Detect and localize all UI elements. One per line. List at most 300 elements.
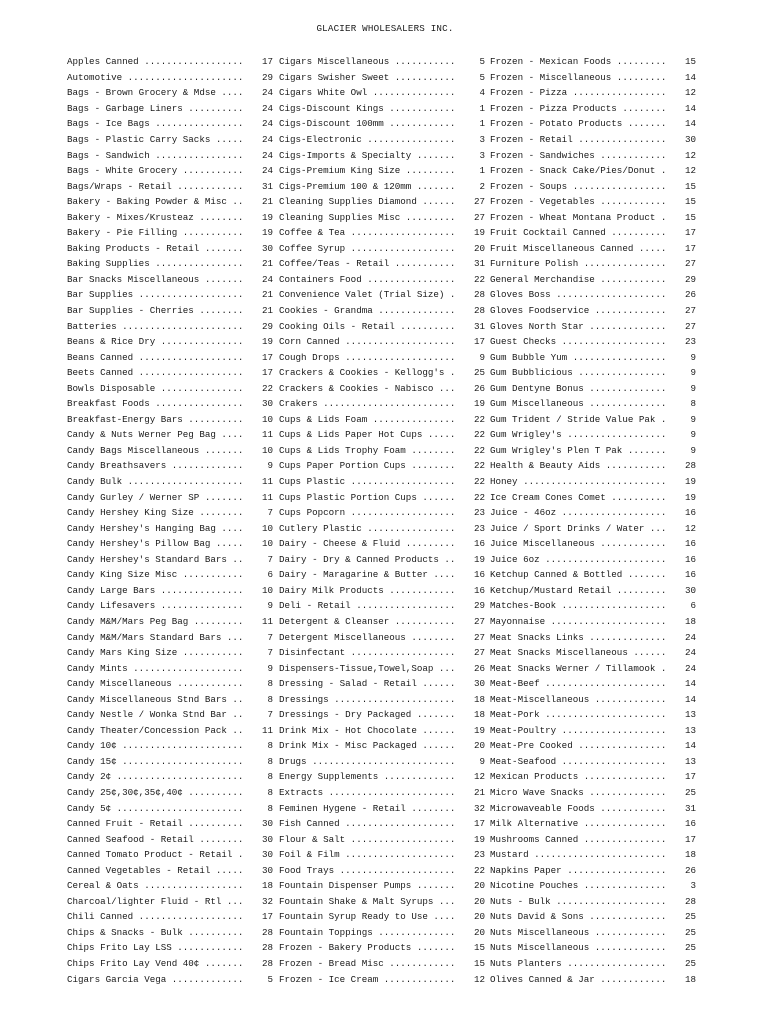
- entry-label: Extracts .......................: [279, 786, 456, 798]
- entry-label: Cups & Lids Trophy Foam ........: [279, 444, 456, 456]
- index-entry: [67, 303, 273, 319]
- entry-page-number: 9: [690, 413, 696, 425]
- entry-page-number: 14: [684, 693, 696, 705]
- entry-page-number: 28: [684, 460, 696, 472]
- entry-page-number: 3: [690, 880, 696, 892]
- entry-page-number: 32: [261, 895, 273, 907]
- entry-label: Bags - Garbage Liners ..........: [67, 102, 244, 114]
- entry-page-number: 29: [261, 320, 273, 332]
- entry-page-number: 16: [473, 538, 485, 550]
- entry-label: Drink Mix - Hot Chocolate ......: [279, 724, 456, 736]
- entry-label: Baking Products - Retail .......: [67, 242, 244, 254]
- index-entry: [67, 520, 273, 536]
- entry-page-number: 19: [261, 336, 273, 348]
- entry-page-number: 19: [684, 476, 696, 488]
- entry-page-number: 28: [261, 926, 273, 938]
- entry-page-number: 17: [684, 833, 696, 845]
- entry-label: Cough Drops ....................: [279, 351, 456, 363]
- index-entry: [67, 645, 273, 661]
- index-entry: [279, 769, 485, 785]
- index-entry: [279, 785, 485, 801]
- index-entry: [490, 334, 696, 350]
- entry-label: Ice Cream Cones Comet ..........: [490, 491, 667, 503]
- entry-page-number: 22: [473, 444, 485, 456]
- entry-page-number: 15: [473, 957, 485, 969]
- entry-label: Juice Miscellaneous ............: [490, 538, 667, 550]
- entry-label: Bar Supplies - Cherries ........: [67, 305, 244, 317]
- entry-page-number: 18: [684, 849, 696, 861]
- entry-page-number: 15: [684, 196, 696, 208]
- entry-page-number: 24: [261, 102, 273, 114]
- index-entry: [490, 707, 696, 723]
- index-entry: [279, 956, 485, 972]
- entry-label: Containers Food ................: [279, 273, 456, 285]
- entry-label: Disinfectant ...................: [279, 647, 456, 659]
- entry-label: Gum Wrigley's Plen T Pak .......: [490, 444, 667, 456]
- index-entry: [67, 536, 273, 552]
- entry-label: Dairy - Cheese & Fluid .........: [279, 538, 456, 550]
- entry-page-number: 21: [261, 196, 273, 208]
- index-entry: [67, 396, 273, 412]
- entry-label: Apples Canned ..................: [67, 56, 244, 68]
- entry-page-number: 1: [479, 102, 485, 114]
- index-entry: [490, 178, 696, 194]
- entry-page-number: 7: [267, 553, 273, 565]
- index-entry: [67, 505, 273, 521]
- entry-page-number: 18: [684, 615, 696, 627]
- index-entry: [279, 629, 485, 645]
- index-entry: [490, 303, 696, 319]
- entry-page-number: 31: [261, 180, 273, 192]
- index-entry: [67, 209, 273, 225]
- index-entry: [490, 536, 696, 552]
- entry-page-number: 30: [261, 398, 273, 410]
- index-entry: [490, 769, 696, 785]
- entry-label: Frozen - Snack Cake/Pies/Donut .: [490, 165, 667, 177]
- index-entry: [490, 505, 696, 521]
- index-entry: [279, 676, 485, 692]
- entry-page-number: 8: [267, 740, 273, 752]
- index-entry: [279, 567, 485, 583]
- entry-label: Convenience Valet (Trial Size) .: [279, 289, 456, 301]
- index-entry: [279, 707, 485, 723]
- index-entry: [279, 691, 485, 707]
- entry-label: Mayonnaise .....................: [490, 615, 667, 627]
- entry-page-number: 23: [473, 849, 485, 861]
- entry-page-number: 17: [684, 771, 696, 783]
- entry-page-number: 4: [479, 87, 485, 99]
- entry-label: Candy M&M/Mars Standard Bars ...: [67, 631, 244, 643]
- index-column-3: [490, 54, 696, 987]
- index-entry: [490, 194, 696, 210]
- entry-page-number: 26: [684, 864, 696, 876]
- entry-page-number: 7: [267, 507, 273, 519]
- entry-label: Health & Beauty Aids ...........: [490, 460, 667, 472]
- entry-page-number: 27: [684, 305, 696, 317]
- entry-page-number: 8: [267, 693, 273, 705]
- index-entry: [279, 132, 485, 148]
- entry-page-number: 27: [473, 211, 485, 223]
- entry-page-number: 29: [473, 600, 485, 612]
- index-entry: [490, 847, 696, 863]
- index-entry: [490, 318, 696, 334]
- entry-page-number: 27: [684, 320, 696, 332]
- entry-label: Canned Fruit - Retail ..........: [67, 818, 244, 830]
- index-entry: [490, 241, 696, 257]
- entry-label: Feminen Hygene - Retail ........: [279, 802, 456, 814]
- entry-page-number: 16: [473, 584, 485, 596]
- entry-page-number: 5: [267, 973, 273, 985]
- index-entry: [67, 85, 273, 101]
- index-entry: [490, 489, 696, 505]
- index-entry: [490, 940, 696, 956]
- entry-label: Cigars White Owl ...............: [279, 87, 456, 99]
- entry-label: Foil & Film ....................: [279, 849, 456, 861]
- index-entry: [279, 971, 485, 987]
- index-entry: [490, 629, 696, 645]
- entry-label: Charcoal/lighter Fluid - Rtl ...: [67, 895, 244, 907]
- entry-label: Chips Frito Lay Vend 40¢ .......: [67, 957, 244, 969]
- entry-label: Cups Paper Portion Cups ........: [279, 460, 456, 472]
- entry-label: Gum Wrigley's ..................: [490, 429, 667, 441]
- entry-label: Detergent Miscellaneous ........: [279, 631, 456, 643]
- entry-page-number: 5: [479, 56, 485, 68]
- index-entry: [490, 287, 696, 303]
- entry-label: Guest Checks ...................: [490, 336, 667, 348]
- index-entry: [67, 754, 273, 770]
- entry-label: Gum Dentyne Bonus ..............: [490, 382, 667, 394]
- entry-page-number: 23: [473, 522, 485, 534]
- entry-label: Frozen - Pizza Products ........: [490, 102, 667, 114]
- entry-page-number: 17: [473, 818, 485, 830]
- index-entry: [490, 147, 696, 163]
- index-entry: [67, 614, 273, 630]
- index-entry: [279, 583, 485, 599]
- entry-page-number: 25: [684, 786, 696, 798]
- index-entry: [490, 567, 696, 583]
- entry-label: Meat-Pork ......................: [490, 709, 667, 721]
- index-entry: [67, 412, 273, 428]
- entry-label: Cups Plastic ...................: [279, 476, 456, 488]
- entry-label: Energy Supplements .............: [279, 771, 456, 783]
- index-entry: [490, 878, 696, 894]
- entry-page-number: 21: [261, 258, 273, 270]
- index-entry: [67, 458, 273, 474]
- entry-label: General Merchandise ............: [490, 273, 667, 285]
- entry-page-number: 21: [261, 305, 273, 317]
- index-entry: [279, 365, 485, 381]
- entry-label: Mexican Products ...............: [490, 771, 667, 783]
- entry-page-number: 15: [684, 211, 696, 223]
- entry-page-number: 9: [479, 351, 485, 363]
- index-entry: [67, 334, 273, 350]
- index-entry: [279, 194, 485, 210]
- entry-label: Olives Canned & Jar ............: [490, 973, 667, 985]
- entry-page-number: 10: [261, 413, 273, 425]
- entry-label: Fish Canned ....................: [279, 818, 456, 830]
- index-entry: [490, 209, 696, 225]
- entry-page-number: 22: [473, 413, 485, 425]
- entry-label: Cigs-Discount Kings ............: [279, 102, 456, 114]
- index-entry: [67, 194, 273, 210]
- entry-page-number: 8: [267, 678, 273, 690]
- entry-label: Mustard ........................: [490, 849, 667, 861]
- entry-page-number: 25: [684, 926, 696, 938]
- index-entry: [67, 474, 273, 490]
- index-entry: [67, 101, 273, 117]
- index-entry: [67, 816, 273, 832]
- index-entry: [67, 800, 273, 816]
- entry-label: Cereal & Oats ..................: [67, 880, 244, 892]
- entry-page-number: 1: [479, 165, 485, 177]
- entry-page-number: 28: [261, 942, 273, 954]
- index-entry: [67, 178, 273, 194]
- entry-page-number: 10: [261, 522, 273, 534]
- entry-label: Cigs-Premium King Size .........: [279, 165, 456, 177]
- entry-page-number: 22: [473, 864, 485, 876]
- index-entry: [67, 132, 273, 148]
- index-entry: [67, 707, 273, 723]
- entry-page-number: 17: [261, 367, 273, 379]
- entry-page-number: 7: [267, 631, 273, 643]
- entry-page-number: 27: [473, 647, 485, 659]
- index-entry: [490, 925, 696, 941]
- entry-page-number: 22: [473, 429, 485, 441]
- entry-page-number: 18: [473, 693, 485, 705]
- index-entry: [67, 163, 273, 179]
- index-entry: [67, 598, 273, 614]
- entry-label: Gum Bubble Yum .................: [490, 351, 667, 363]
- entry-label: Detergent & Cleanser ...........: [279, 615, 456, 627]
- entry-page-number: 19: [261, 227, 273, 239]
- entry-label: Breakfast-Energy Bars ..........: [67, 413, 244, 425]
- entry-page-number: 14: [684, 678, 696, 690]
- entry-page-number: 14: [684, 118, 696, 130]
- entry-label: Frozen - Retail ................: [490, 134, 667, 145]
- entry-page-number: 14: [684, 740, 696, 752]
- index-entry: [67, 241, 273, 257]
- entry-label: Frozen - Mexican Foods .........: [490, 56, 667, 68]
- entry-page-number: 17: [684, 242, 696, 254]
- index-entry: [490, 614, 696, 630]
- entry-label: Deli - Retail ..................: [279, 600, 456, 612]
- entry-label: Crackers & Cookies - Kellogg's .: [279, 367, 456, 379]
- entry-page-number: 31: [473, 258, 485, 270]
- index-entry: [67, 70, 273, 86]
- entry-label: Cigars Swisher Sweet ...........: [279, 71, 456, 83]
- index-entry: [490, 458, 696, 474]
- index-entry: [279, 427, 485, 443]
- entry-page-number: 19: [473, 553, 485, 565]
- entry-page-number: 26: [684, 289, 696, 301]
- index-entry: [279, 505, 485, 521]
- entry-page-number: 30: [684, 584, 696, 596]
- entry-page-number: 16: [473, 569, 485, 581]
- index-entry: [490, 645, 696, 661]
- entry-page-number: 15: [473, 942, 485, 954]
- entry-label: Meat-Pre Cooked ................: [490, 740, 667, 752]
- index-entry: [279, 70, 485, 86]
- entry-page-number: 3: [479, 134, 485, 145]
- entry-label: Cups Plastic Portion Cups ......: [279, 491, 456, 503]
- entry-page-number: 30: [684, 134, 696, 145]
- index-entry: [490, 583, 696, 599]
- entry-page-number: 2: [479, 180, 485, 192]
- entry-label: Nuts David & Sons ..............: [490, 911, 667, 923]
- index-entry: [490, 412, 696, 428]
- entry-label: Nicotine Pouches ...............: [490, 880, 667, 892]
- entry-label: Candy Hershey's Hanging Bag ....: [67, 522, 244, 534]
- entry-page-number: 15: [684, 180, 696, 192]
- entry-page-number: 14: [684, 102, 696, 114]
- index-entry: [67, 489, 273, 505]
- entry-label: Beans & Rice Dry ...............: [67, 336, 244, 348]
- entry-page-number: 27: [473, 631, 485, 643]
- entry-page-number: 18: [261, 880, 273, 892]
- index-entry: [490, 971, 696, 987]
- entry-page-number: 13: [684, 709, 696, 721]
- entry-page-number: 24: [684, 662, 696, 674]
- entry-label: Candy 5¢ .......................: [67, 802, 244, 814]
- index-entry: [279, 660, 485, 676]
- entry-page-number: 6: [267, 569, 273, 581]
- index-entry: [490, 349, 696, 365]
- entry-page-number: 18: [473, 709, 485, 721]
- entry-label: Bar Snacks Miscellaneous .......: [67, 273, 244, 285]
- entry-page-number: 8: [267, 786, 273, 798]
- entry-label: Matches-Book ...................: [490, 600, 667, 612]
- entry-label: Chips Frito Lay LSS ............: [67, 942, 244, 954]
- entry-page-number: 17: [261, 911, 273, 923]
- entry-label: Baking Supplies ................: [67, 258, 244, 270]
- entry-label: Frozen - Bread Misc ............: [279, 957, 456, 969]
- index-entry: [67, 116, 273, 132]
- entry-page-number: 12: [684, 165, 696, 177]
- index-entry: [279, 878, 485, 894]
- index-entry: [67, 769, 273, 785]
- entry-label: Fountain Syrup Ready to Use ....: [279, 911, 456, 923]
- entry-page-number: 17: [261, 56, 273, 68]
- entry-label: Frozen - Wheat Montana Product .: [490, 211, 667, 223]
- entry-label: Meat-Miscellaneous .............: [490, 693, 667, 705]
- index-entry: [490, 862, 696, 878]
- index-entry: [490, 85, 696, 101]
- entry-page-number: 20: [473, 926, 485, 938]
- entry-page-number: 19: [261, 211, 273, 223]
- entry-page-number: 11: [261, 724, 273, 736]
- entry-label: Coffee/Teas - Retail ...........: [279, 258, 456, 270]
- entry-label: Dressing - Salad - Retail ......: [279, 678, 456, 690]
- entry-label: Juice / Sport Drinks / Water ...: [490, 522, 667, 534]
- entry-label: Micro Wave Snacks ..............: [490, 786, 667, 798]
- entry-label: Bakery - Baking Powder & Misc ..: [67, 196, 244, 208]
- entry-label: Meat Snacks Miscellaneous ......: [490, 647, 667, 659]
- entry-label: Meat-Seafood ...................: [490, 755, 667, 767]
- entry-page-number: 9: [267, 662, 273, 674]
- index-entry: [490, 225, 696, 241]
- entry-page-number: 11: [261, 491, 273, 503]
- entry-label: Bags - Plastic Carry Sacks .....: [67, 134, 244, 145]
- entry-label: Flour & Salt ...................: [279, 833, 456, 845]
- index-entry: [490, 598, 696, 614]
- entry-label: Candy 10¢ ......................: [67, 740, 244, 752]
- index-entry: [490, 785, 696, 801]
- index-entry: [279, 54, 485, 70]
- entry-label: Bar Supplies ...................: [67, 289, 244, 301]
- entry-label: Ketchup/Mustard Retail .........: [490, 584, 667, 596]
- index-entry: [279, 847, 485, 863]
- entry-page-number: 12: [684, 522, 696, 534]
- entry-page-number: 7: [267, 647, 273, 659]
- index-entry: [279, 831, 485, 847]
- index-entry: [67, 738, 273, 754]
- entry-label: Meat-Poultry ...................: [490, 724, 667, 736]
- entry-page-number: 13: [684, 755, 696, 767]
- entry-label: Candy Nestle / Wonka Stnd Bar ..: [67, 709, 244, 721]
- entry-page-number: 31: [473, 320, 485, 332]
- entry-page-number: 8: [690, 398, 696, 410]
- entry-page-number: 10: [261, 538, 273, 550]
- entry-label: Frozen - Potato Products .......: [490, 118, 667, 130]
- entry-label: Frozen - Bakery Products .......: [279, 942, 456, 954]
- entry-page-number: 24: [261, 165, 273, 177]
- entry-page-number: 24: [261, 118, 273, 130]
- entry-page-number: 22: [473, 273, 485, 285]
- entry-page-number: 16: [684, 569, 696, 581]
- entry-page-number: 8: [267, 771, 273, 783]
- index-entry: [279, 723, 485, 739]
- index-entry: [490, 520, 696, 536]
- entry-label: Cigs-Imports & Specialty .......: [279, 149, 456, 161]
- entry-label: Cleaning Supplies Misc .........: [279, 211, 456, 223]
- index-entry: [279, 816, 485, 832]
- entry-page-number: 28: [684, 895, 696, 907]
- entry-label: Cigars Miscellaneous ...........: [279, 56, 456, 68]
- entry-page-number: 9: [690, 351, 696, 363]
- entry-page-number: 11: [261, 476, 273, 488]
- entry-label: Frozen - Ice Cream .............: [279, 973, 456, 985]
- entry-label: Dairy - Dry & Canned Products ..: [279, 553, 456, 565]
- entry-page-number: 19: [473, 398, 485, 410]
- entry-label: Fountain Toppings ..............: [279, 926, 456, 938]
- entry-page-number: 17: [684, 227, 696, 239]
- entry-label: Candy Miscellaneous Stnd Bars ..: [67, 693, 244, 705]
- entry-label: Candy King Size Misc ...........: [67, 569, 244, 581]
- entry-page-number: 16: [684, 538, 696, 550]
- entry-page-number: 26: [473, 382, 485, 394]
- entry-label: Breakfast Foods ................: [67, 398, 244, 410]
- entry-label: Drink Mix - Misc Packaged ......: [279, 740, 456, 752]
- index-entry: [490, 427, 696, 443]
- entry-label: Bowls Disposable ...............: [67, 382, 244, 394]
- entry-page-number: 19: [684, 491, 696, 503]
- entry-label: Cups & Lids Paper Hot Cups .....: [279, 429, 456, 441]
- index-entry: [279, 380, 485, 396]
- entry-page-number: 22: [261, 382, 273, 394]
- entry-label: Cigs-Electronic ................: [279, 134, 456, 145]
- index-entry: [279, 147, 485, 163]
- index-entry: [67, 349, 273, 365]
- entry-page-number: 30: [261, 818, 273, 830]
- index-entry: [490, 738, 696, 754]
- entry-page-number: 30: [261, 242, 273, 254]
- index-entry: [279, 738, 485, 754]
- index-entry: [67, 676, 273, 692]
- index-entry: [490, 474, 696, 490]
- index-entry: [279, 645, 485, 661]
- index-entry: [67, 971, 273, 987]
- entry-label: Candy 2¢ .......................: [67, 771, 244, 783]
